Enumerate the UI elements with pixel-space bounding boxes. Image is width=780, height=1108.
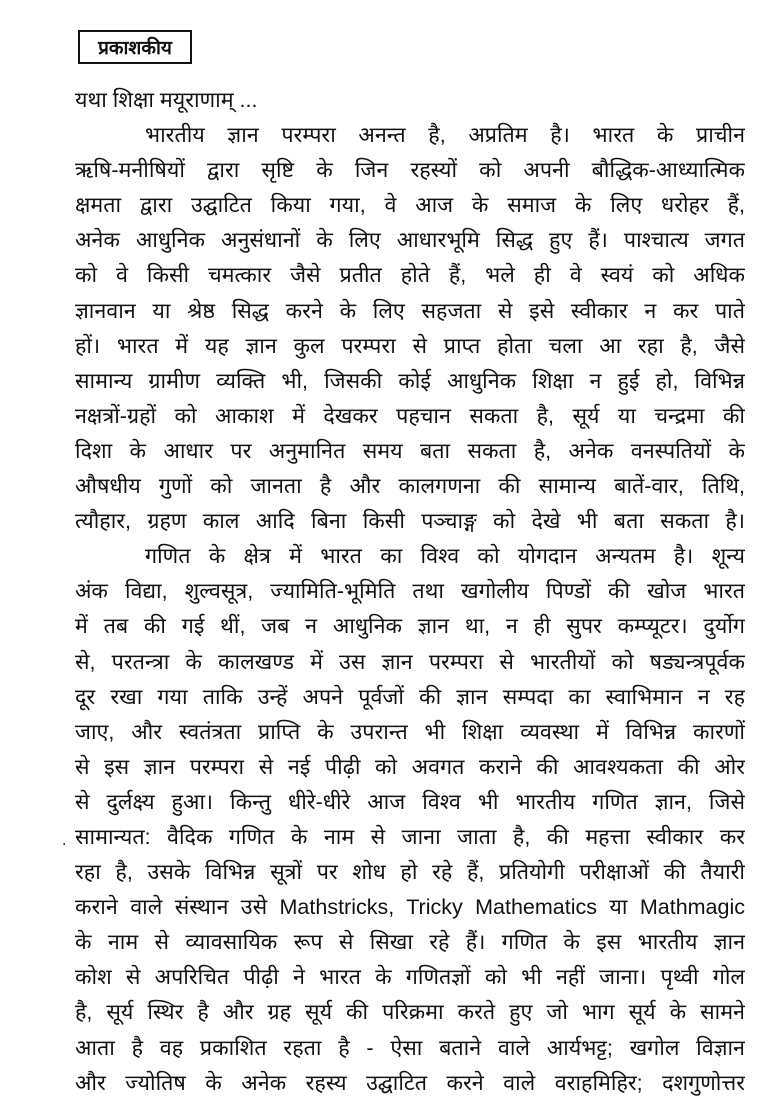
text-line: गणित के क्षेत्र में भारत का विश्व को योगदान अन्यतम है। शून्य bbox=[145, 544, 745, 569]
text-line: ज्ञानवान या श्रेष्ठ सिद्ध करने के लिए सहजता से इसे स्वीकार न कर पाते bbox=[75, 298, 745, 323]
section-heading: प्रकाशकीय bbox=[78, 30, 192, 64]
text-line: सामान्य ग्रामीण व्यक्ति भी, जिसकी कोई आधुनिक शिक्षा न हुई हो, विभिन्न bbox=[75, 368, 745, 393]
text-line: रहा है, उसके विभिन्न सूत्रों पर शोध हो रहे हैं, प्रतियोगी परीक्षाओं की तैयारी bbox=[75, 860, 745, 885]
text-line: नक्षत्रों-ग्रहों को आकाश में देखकर पहचान सकता है, सूर्य या चन्द्रमा की bbox=[75, 403, 745, 428]
text-line: अंक विद्या, शुल्वसूत्र, ज्यामिति-भूमिति तथा खगोलीय पिण्डों की खोज भारत bbox=[75, 579, 745, 604]
text-line: दूर रखा गया ताकि उन्हें अपने पूर्वजों की ज्ञान सम्पदा का स्वाभिमान न रह bbox=[75, 684, 745, 709]
text-line: कोश से अपरिचित पीढ़ी ने भारत के गणितज्ञों को भी नहीं जाना। पृथ्वी गोल bbox=[75, 965, 745, 990]
text-line: भारतीय ज्ञान परम्परा अनन्त है, अप्रतिम है। भारत के प्राचीन bbox=[145, 123, 745, 148]
text-line: क्षमता द्वारा उद्घाटित किया गया, वे आज के समाज के लिए धरोहर हैं, bbox=[75, 193, 745, 218]
text-line: सामान्यत: वैदिक गणित के नाम से जाना जाता है, की महत्ता स्वीकार कर bbox=[75, 824, 745, 849]
text-line: ऋषि-मनीषियों द्वारा सृष्टि के जिन रहस्यों को अपनी बौद्धिक-आध्यात्मिक bbox=[75, 158, 745, 183]
margin-mark: . bbox=[62, 832, 67, 849]
text-line: में तब की गई थीं, जब न आधुनिक ज्ञान था, न ही सुपर कम्प्यूटर। दुर्योग bbox=[75, 614, 745, 639]
text-line: त्यौहार, ग्रहण काल आदि बिना किसी पञ्चाङ्ग को देखे भी बता सकता है। bbox=[75, 509, 745, 534]
text-line: अनेक आधुनिक अनुसंधानों के लिए आधारभूमि सिद्ध हुए हैं। पाश्चात्य जगत bbox=[75, 228, 745, 253]
text-line: और ज्योतिष के अनेक रहस्य उद्घाटित करने वाले वराहमिहिर; दशगुणोत्तर bbox=[75, 1070, 745, 1095]
epigraph-line: यथा शिक्षा मयूराणाम् ... bbox=[75, 88, 258, 112]
text-line: को वे किसी चमत्कार जैसे प्रतीत होते हैं, भले ही वे स्वयं को अधिक bbox=[75, 263, 745, 288]
text-line: जाए, और स्वतंत्रता प्राप्ति के उपरान्त भी शिक्षा व्यवस्था में विभिन्न कारणों bbox=[75, 719, 745, 744]
text-line: कराने वाले संस्थान उसे Mathstricks, Tricky Mathematics या Mathmagic bbox=[75, 895, 745, 920]
text-line: दिशा के आधार पर अनुमानित समय बता सकता है, अनेक वनस्पतियों के bbox=[75, 438, 745, 463]
text-line: है, सूर्य स्थिर है और ग्रह सूर्य की परिक्रमा करते हुए जो भाग सूर्य के सामने bbox=[75, 1000, 745, 1025]
text-line: औषधीय गुणों को जानता है और कालगणना की सामान्य बातें-वार, तिथि, bbox=[75, 474, 745, 499]
text-line: से दुर्लक्ष्य हुआ। किन्तु धीरे-धीरे आज विश्व भी भारतीय गणित ज्ञान, जिसे bbox=[75, 789, 745, 814]
text-line: से, परतन्त्रा के कालखण्ड में उस ज्ञान परम्परा से भारतीयों को षड्यन्त्रपूर्वक bbox=[75, 649, 745, 674]
text-line: से इस ज्ञान परम्परा से नई पीढ़ी को अवगत कराने की आवश्यकता की ओर bbox=[75, 754, 745, 779]
body-text bbox=[75, 83, 745, 1101]
text-line: आता है वह प्रकाशित रहता है - ऐसा बताने वाले आर्यभट्ट; खगोल विज्ञान bbox=[75, 1035, 745, 1060]
text-line: हों। भारत में यह ज्ञान कुल परम्परा से प्राप्त होता चला आ रहा है, जैसे bbox=[75, 333, 745, 358]
text-line: के नाम से व्यावसायिक रूप से सिखा रहे हैं। गणित के इस भारतीय ज्ञान bbox=[75, 930, 745, 955]
